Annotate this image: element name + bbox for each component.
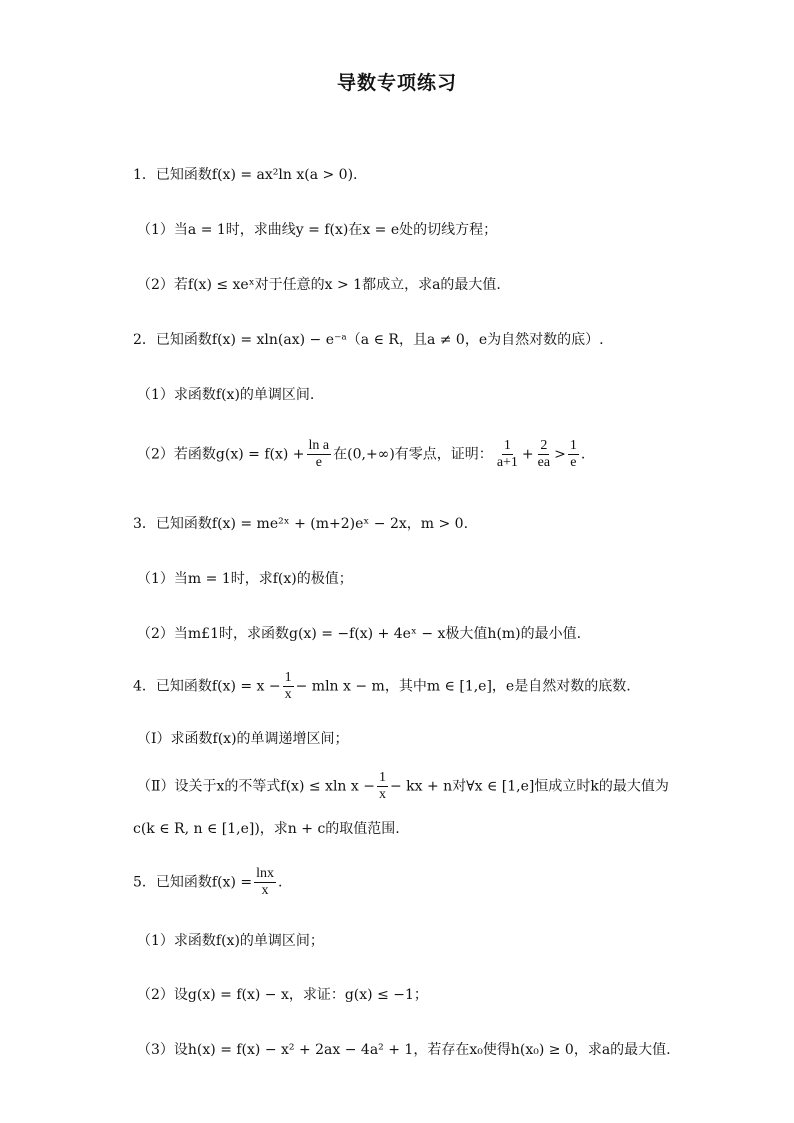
problem-5-stem-prefix: 5．已知函数f(x) = [133, 874, 253, 891]
fraction-1-over-x [283, 670, 294, 703]
period: . [580, 446, 586, 463]
fraction-numerator: 1 [502, 438, 513, 455]
fraction-denominator: e [315, 455, 322, 471]
problem-2-part-2 [137, 438, 585, 471]
problem-5-part-2: （2）设g(x) = f(x) − x，求证：g(x) ≤ −1； [137, 987, 428, 1003]
fraction-lnx-over-x [254, 866, 276, 899]
problem-1-part-2: （2）若f(x) ≤ xeˣ对于任意的x > 1都成立，求a的最大值. [137, 277, 501, 293]
fraction-denominator: e [570, 455, 577, 471]
fraction-numerator: ln a [307, 438, 332, 455]
fraction-numerator: lnx [254, 866, 276, 883]
problem-4-part-2-prefix: （Ⅱ）设关于x的不等式f(x) ≤ xln x − [137, 778, 375, 795]
plus-sign: + [521, 446, 534, 463]
fraction-denominator: x [261, 883, 269, 899]
problem-3-part-2: （2）当m£1时，求函数g(x) = −f(x) + 4eˣ − x极大值h(m)的最小值. [137, 626, 582, 642]
problem-5-part-1: （1）求函数f(x)的单调区间； [137, 933, 324, 949]
fraction-ln-a-over-e [307, 438, 332, 471]
fraction-numerator: 1 [568, 438, 579, 455]
fraction-1-over-a-plus-1 [495, 438, 520, 471]
problem-4-stem [133, 670, 631, 703]
fraction-denominator: x [378, 787, 386, 803]
page-title: 导数专项练习 [336, 72, 457, 94]
problem-4-part-1: （Ⅰ）求函数f(x)的单调递增区间； [137, 731, 349, 747]
problem-2-part-2-prefix: （2）若函数g(x) = f(x) + [137, 446, 305, 463]
problem-3-part-1: （1）当m = 1时，求f(x)的极值； [137, 571, 353, 587]
greater-than-sign: > [554, 446, 566, 463]
problem-2-part-2-mid: 在(0,+∞)有零点，证明： [333, 446, 493, 463]
fraction-denominator: x [284, 687, 292, 703]
fraction-denominator: ea [537, 455, 551, 471]
problem-5-part-3: （3）设h(x) = f(x) − x² + 2ax − 4a² + 1，若存在x₀使得h(x₀) ≥ 0，求a的最大值. [137, 1042, 671, 1058]
fraction-denominator: a+1 [496, 455, 518, 471]
problem-2-stem: 2．已知函数f(x) = xln(ax) − e⁻ᵃ（a ∈ R，且a ≠ 0，e为自然对数的底）. [133, 332, 604, 348]
fraction-numerator: 1 [283, 670, 294, 687]
problem-4-part-2-suffix: − kx + n对∀x ∈ [1,e]恒成立时k的最大值为 [389, 778, 669, 795]
problem-4-part-2 [137, 770, 669, 803]
problem-3-stem: 3．已知函数f(x) = me²ˣ + (m+2)eˣ − 2x，m > 0. [133, 516, 469, 532]
problem-2-part-1: （1）求函数f(x)的单调区间. [137, 387, 315, 403]
problem-4-part-2-continuation: c(k ∈ R, n ∈ [1,e])，求n + c的取值范围. [133, 821, 400, 837]
problem-4-stem-prefix: 4．已知函数f(x) = x − [133, 678, 281, 695]
fraction-2-over-ea [536, 438, 552, 471]
period: . [277, 874, 283, 891]
problem-4-stem-suffix: − mln x − m，其中m ∈ [1,e]，e是自然对数的底数. [295, 678, 631, 695]
fraction-1-over-x [377, 770, 388, 803]
fraction-numerator: 1 [377, 770, 388, 787]
fraction-1-over-e [568, 438, 579, 471]
problem-1-part-1: （1）当a = 1时，求曲线y = f(x)在x = e处的切线方程； [137, 222, 498, 238]
problem-1-stem: 1．已知函数f(x) = ax²ln x(a > 0). [133, 167, 358, 183]
fraction-numerator: 2 [538, 438, 549, 455]
problem-5-stem [133, 866, 282, 899]
